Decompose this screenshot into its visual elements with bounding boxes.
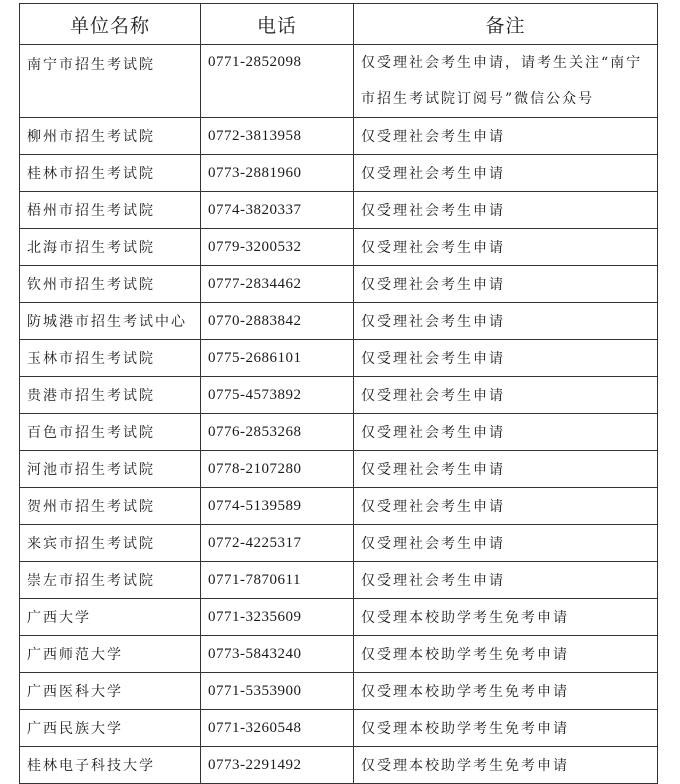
note-cell: 仅受理社会考生申请 <box>354 266 658 303</box>
table-row <box>20 636 658 673</box>
phone-cell: 0779-3200532 <box>201 229 354 266</box>
phone-cell: 0771-3235609 <box>201 599 354 636</box>
unit-name-cell <box>20 45 201 118</box>
table-row <box>20 155 658 192</box>
table-row <box>20 525 658 562</box>
unit-name-cell: 防城港市招生考试中心 <box>20 303 201 340</box>
note-cell: 仅受理社会考生申请 <box>354 414 658 451</box>
note-cell: 仅受理社会考生申请，请考生关注“南宁市招生考试院订阅号”微信公众号 <box>354 45 658 118</box>
phone-cell: 0772-4225317 <box>201 525 354 562</box>
note-cell: 仅受理社会考生申请 <box>354 155 658 192</box>
phone-cell: 0772-3813958 <box>201 118 354 155</box>
phone-cell: 0770-2883842 <box>201 303 354 340</box>
note-cell: 仅受理社会考生申请 <box>354 377 658 414</box>
note-cell: 仅受理社会考生申请 <box>354 488 658 525</box>
phone-cell: 0771-7870611 <box>201 562 354 599</box>
phone-cell: 0771-5353900 <box>201 673 354 710</box>
note-cell: 仅受理本校助学考生免考申请 <box>354 747 658 784</box>
table-row <box>20 266 658 303</box>
header-name: 单位名称 <box>20 4 201 45</box>
table-row <box>20 192 658 229</box>
phone-cell: 0773-2291492 <box>201 747 354 784</box>
table-header-row <box>20 4 658 45</box>
unit-name-cell: 钦州市招生考试院 <box>20 266 201 303</box>
note-cell: 仅受理社会考生申请 <box>354 192 658 229</box>
unit-name-cell: 梧州市招生考试院 <box>20 192 201 229</box>
table-row <box>20 747 658 784</box>
note-cell: 仅受理社会考生申请 <box>354 303 658 340</box>
header-phone: 电话 <box>201 4 354 45</box>
note-cell: 仅受理社会考生申请 <box>354 451 658 488</box>
table-row <box>20 710 658 747</box>
note-cell: 仅受理社会考生申请 <box>354 229 658 266</box>
table-row <box>20 488 658 525</box>
note-cell: 仅受理本校助学考生免考申请 <box>354 636 658 673</box>
table-row <box>20 229 658 266</box>
note-cell: 仅受理社会考生申请 <box>354 118 658 155</box>
note-cell: 仅受理本校助学考生免考申请 <box>354 710 658 747</box>
phone-cell: 0774-3820337 <box>201 192 354 229</box>
unit-name-cell: 广西大学 <box>20 599 201 636</box>
phone-cell: 0773-2881960 <box>201 155 354 192</box>
note-cell: 仅受理本校助学考生免考申请 <box>354 673 658 710</box>
unit-name-cell: 贵港市招生考试院 <box>20 377 201 414</box>
table-row <box>20 414 658 451</box>
table-row <box>20 599 658 636</box>
unit-name-cell: 百色市招生考试院 <box>20 414 201 451</box>
unit-name-cell: 来宾市招生考试院 <box>20 525 201 562</box>
unit-name: 南宁市招生考试院 <box>27 57 155 73</box>
phone-cell: 0778-2107280 <box>201 451 354 488</box>
table-row <box>20 673 658 710</box>
unit-name-cell: 北海市招生考试院 <box>20 229 201 266</box>
phone-cell: 0777-2834462 <box>201 266 354 303</box>
phone-number: 0771-2852098 <box>208 54 302 70</box>
phone-cell: 0775-2686101 <box>201 340 354 377</box>
table-row <box>20 451 658 488</box>
unit-name-cell: 玉林市招生考试院 <box>20 340 201 377</box>
table-row <box>20 377 658 414</box>
table-row <box>20 562 658 599</box>
table-row <box>20 45 658 118</box>
unit-name-cell: 崇左市招生考试院 <box>20 562 201 599</box>
unit-name-cell: 桂林市招生考试院 <box>20 155 201 192</box>
phone-cell <box>201 45 354 118</box>
table-row <box>20 340 658 377</box>
contact-table <box>19 3 658 784</box>
phone-cell: 0773-5843240 <box>201 636 354 673</box>
note-cell: 仅受理社会考生申请 <box>354 525 658 562</box>
note-cell: 仅受理本校助学考生免考申请 <box>354 599 658 636</box>
phone-cell: 0771-3260548 <box>201 710 354 747</box>
unit-name-cell: 柳州市招生考试院 <box>20 118 201 155</box>
unit-name-cell: 贺州市招生考试院 <box>20 488 201 525</box>
phone-cell: 0776-2853268 <box>201 414 354 451</box>
phone-cell: 0775-4573892 <box>201 377 354 414</box>
unit-name-cell: 广西师范大学 <box>20 636 201 673</box>
note-cell: 仅受理社会考生申请 <box>354 562 658 599</box>
unit-name-cell: 桂林电子科技大学 <box>20 747 201 784</box>
header-note: 备注 <box>354 4 658 45</box>
unit-name-cell: 河池市招生考试院 <box>20 451 201 488</box>
note-cell: 仅受理社会考生申请 <box>354 340 658 377</box>
table-row <box>20 303 658 340</box>
unit-name-cell: 广西民族大学 <box>20 710 201 747</box>
phone-cell: 0774-5139589 <box>201 488 354 525</box>
unit-name-cell: 广西医科大学 <box>20 673 201 710</box>
table-row <box>20 118 658 155</box>
